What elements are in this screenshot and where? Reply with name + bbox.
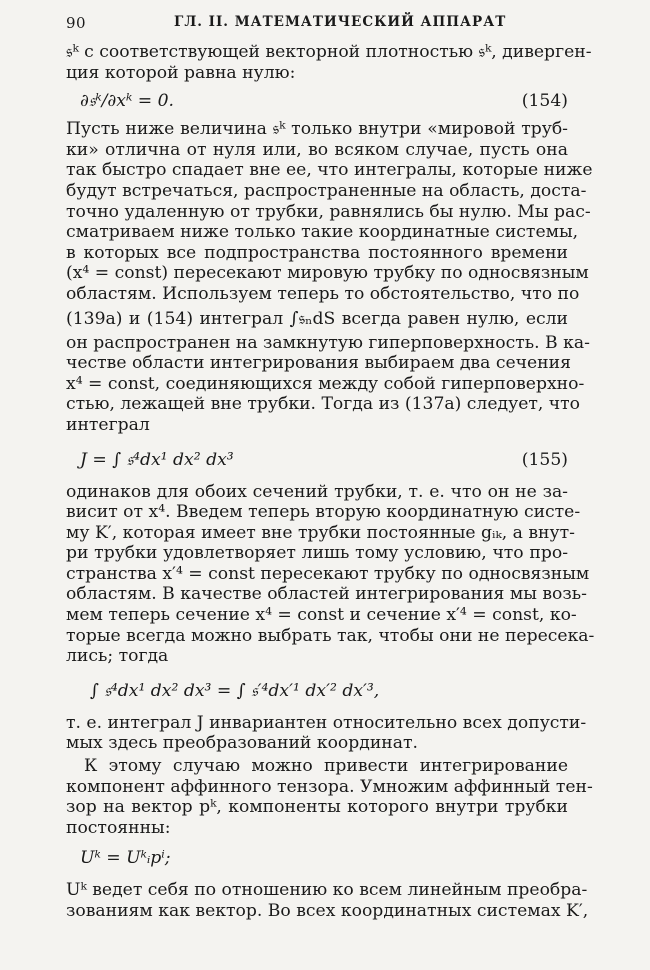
text-line: ки» отлична от нуля или, во всяком случае, пусть она [66,139,568,160]
text-line: (139a) и (154) интеграл ∫𝔰ₙdS всегда равен нулю, если [66,308,568,329]
text-line: областям. В качестве областей интегрирования мы возь- [66,584,587,605]
text-line: зор на вектор pᵏ, компоненты которого внутри трубки [66,797,568,818]
text-line: ция которой равна нулю: [66,62,296,83]
equation-formula: ∫ 𝔰⁴dx¹ dx² dx³ = ∫ 𝔰′⁴dx′¹ dx′² dx′³, [90,680,380,701]
text-line: торые всегда можно выбрать так, чтобы они не пересека- [66,625,595,646]
page-body [66,42,595,922]
paragraph-1 [66,42,592,83]
text-line: мем теперь сечение x⁴ = const и сечение x′⁴ = const, ко- [66,605,577,626]
page-header [66,14,568,36]
page-number: 90 [66,14,87,32]
equation-number: (154) [521,91,568,112]
equation-154 [66,83,568,119]
equation-formula: ∂𝔰ᵏ/∂xᵏ = 0. [80,91,174,112]
equation-invariant [66,667,568,713]
equation-155 [66,436,568,482]
equation-number: (155) [521,449,568,470]
text-line: постоянны: [66,817,171,838]
text-line: он распространен на замкнутую гиперповерхность. В ка- [66,332,590,353]
text-line: в которых все подпространства постоянного времени [66,242,568,263]
text-line: так быстро спадает вне ее, что интегралы, которые ниже [66,160,593,181]
text-line: стью, лежащей вне трубки. Тогда из (137a) следует, что [66,394,581,415]
text-line: мых здесь преобразований координат. [66,733,418,754]
text-line: сматриваем ниже только такие координатные системы, [66,222,579,243]
text-line: К этому случаю можно привести интегрирование [84,756,568,777]
paragraph-5 [66,756,593,838]
text-line: лись; тогда [66,646,169,667]
text-line: компонент аффинного тензора. Умножим аффинный тен- [66,776,593,797]
paragraph-6 [66,880,589,921]
text-line: висит от x⁴. Введем теперь вторую координатную систе- [66,502,581,523]
text-line: областям. Используем теперь то обстоятельство, что по [66,283,580,304]
text-line: точно удаленную от трубки, равнялись бы нулю. Мы рас- [66,201,591,222]
text-line: Uᵏ ведет себя по отношению ко всем линейным преобра- [66,880,588,901]
text-line: (x⁴ = const) пересекают мировую трубку по односвязным [66,263,589,284]
text-line: странства x′⁴ = const пересекают трубку по односвязным [66,563,590,584]
text-line: ри трубки удовлетворяет лишь тому условию, что про- [66,543,568,564]
text-line: x⁴ = const, соединяющихся между собой гиперповерхно- [66,373,585,394]
equation-formula: J = ∫ 𝔰⁴dx¹ dx² dx³ [80,449,234,470]
text-line: му K′, которая имеет вне трубки постоянные gᵢₖ, а внут- [66,522,575,543]
text-line: 𝔰ᵏ с соответствующей векторной плотностью 𝔰ᵏ, диверген- [66,42,592,62]
text-line: т. е. интеграл J инвариантен относительно всех допусти- [66,712,587,733]
text-line: будут встречаться, распространенные на область, доста- [66,180,587,201]
text-line: честве области интегрирования выбираем два сечения [66,353,571,374]
paragraph-3 [66,481,595,667]
text-line: зованиям как вектор. Во всех координатных системах K′, [66,901,589,921]
equation-formula: Uᵏ = Uᵏᵢpⁱ; [80,848,171,869]
text-line: интеграл [66,414,150,435]
equation-u [66,838,568,880]
paragraph-2 [66,119,593,435]
text-line: одинаков для обоих сечений трубки, т. е. что он не за- [66,481,568,502]
running-title: ГЛ. II. МАТЕМАТИЧЕСКИЙ АППАРАТ [174,14,507,30]
paragraph-4 [66,712,587,754]
text-line: Пусть ниже величина 𝔰ᵏ только внутри «мировой труб- [66,119,568,140]
